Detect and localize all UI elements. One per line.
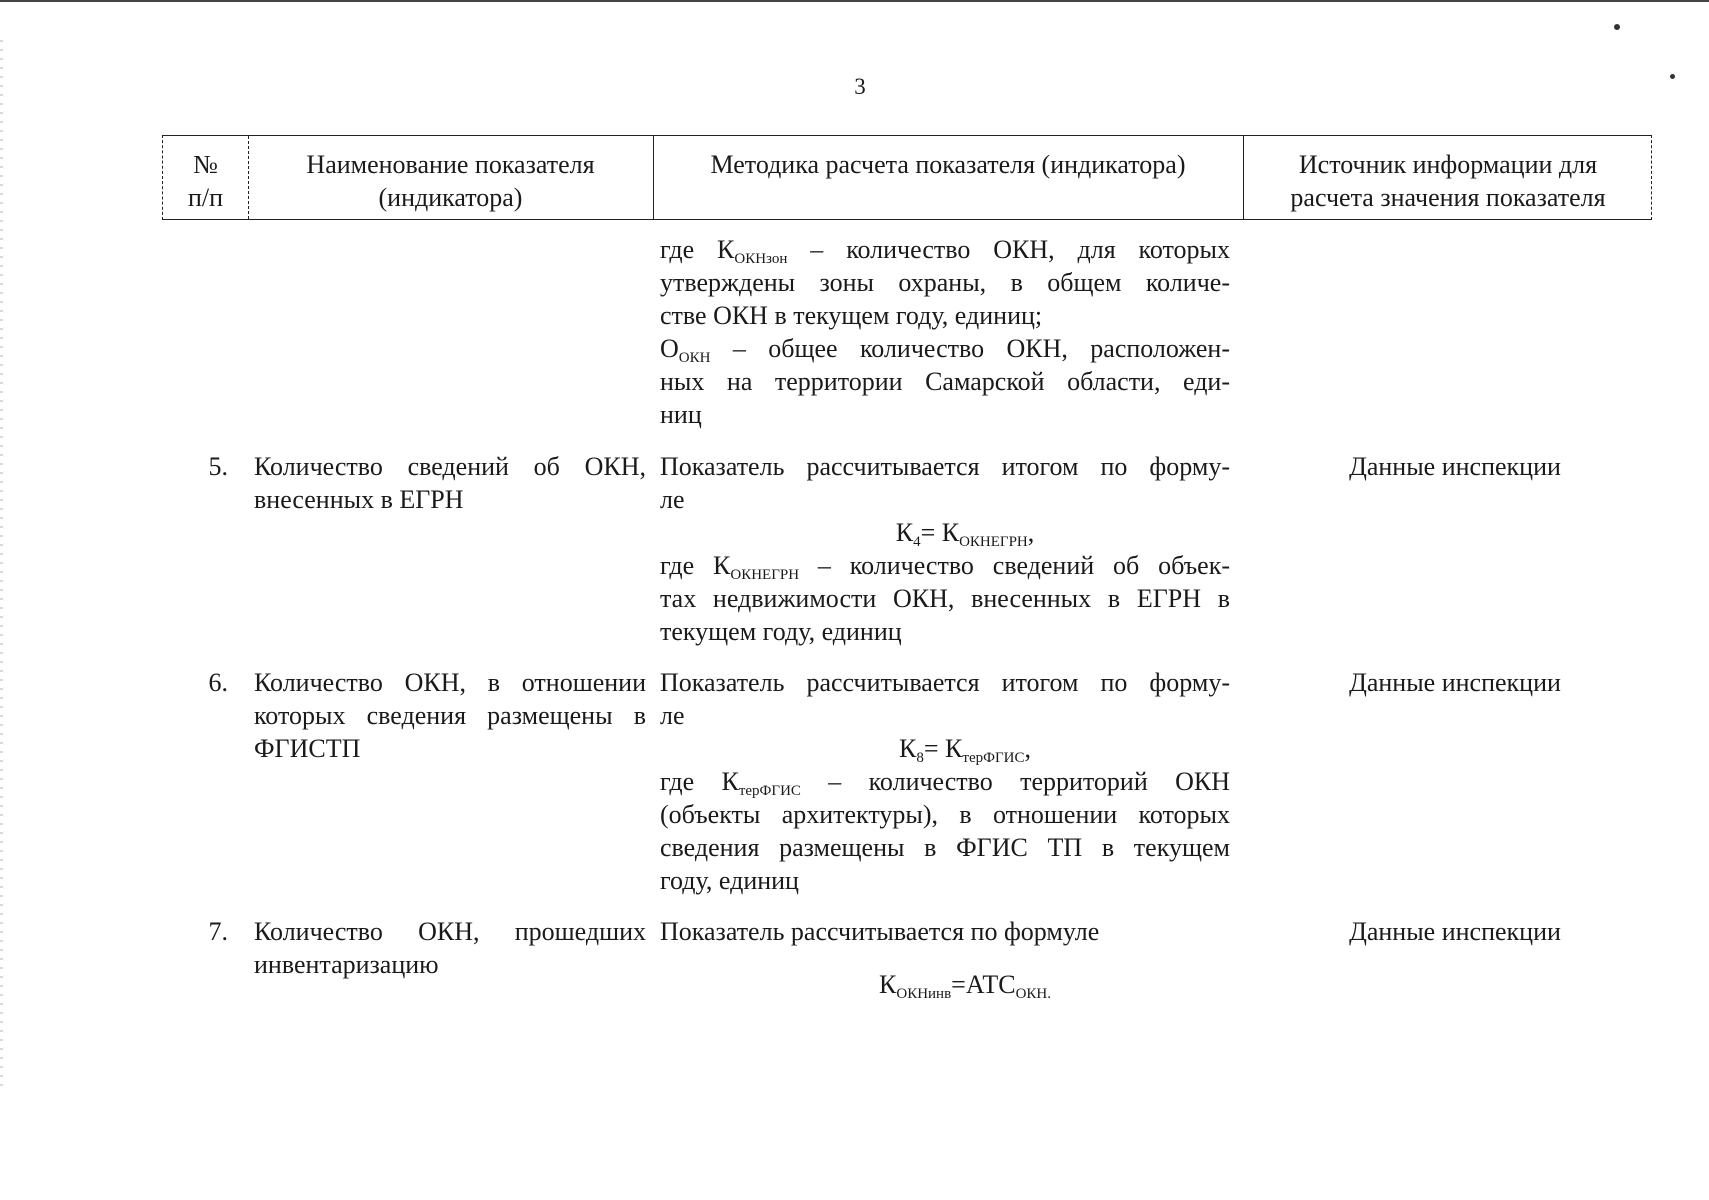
page-number: 3 (854, 74, 866, 99)
indicator-name: Количество ОКН, прошедших инвентаризацию (254, 917, 646, 979)
table-header (162, 135, 1652, 220)
text-line: утверждены зоны охраны, в общем количе- (660, 268, 1230, 297)
text-line: стве ОКН в текущем году, единиц; (660, 301, 1043, 330)
formula: $К_8= К_{терФГИС}$, (899, 734, 1031, 766)
text-line: где $К_{ОКНзон}$ – количество ОКН, для которых (660, 235, 1230, 267)
header-col-source (1243, 148, 1653, 214)
indicator-name: Количество сведений об ОКН, внесенных в ЕГРН (254, 452, 646, 514)
header-text: п/п (187, 183, 224, 212)
scan-speck (1614, 24, 1620, 30)
text-line: ниц (660, 400, 702, 429)
header-text: расчета значения показателя (1290, 183, 1606, 212)
header-text: (индикатора) (378, 183, 523, 212)
method-continuation (660, 233, 1230, 431)
header-col-number (163, 148, 248, 214)
row-number: 7. (208, 917, 228, 946)
header-text: Наименование показателя (306, 150, 595, 179)
indicator-name: Количество ОКН, в отношении которых сведения размещены в ФГИСТП (254, 668, 646, 763)
formula: $К_{ОКНинв}=АТС_{ОКН.}$ (879, 970, 1051, 1002)
row-number: 5. (208, 452, 228, 481)
method-text: Показатель рассчитывается итогом по форму- ле $К_4= К_{ОКНЕГРН}$, где $К_{ОКНЕГРН}$ – количество сведений об объек- тах недвижимости ОКН, внесенных в ЕГРН в текущем году, единиц (660, 452, 1230, 646)
source-text: Данные инспекции (1349, 452, 1561, 481)
formula: $К_4= К_{ОКНЕГРН}$, (895, 518, 1035, 550)
header-text: № (193, 150, 218, 179)
method-text: Показатель рассчитывается итогом по форму- ле $К_8= К_{терФГИС}$, где $К_{терФГИС}$ – количество территорий ОКН (объекты архитектуры), в отношении которых сведения размещены в ФГИС ТП в текущем году, единиц (660, 668, 1231, 895)
text-line: ных на территории Самарской области, еди- (660, 367, 1230, 396)
text-line: $О_{ОКН}$ – общее количество ОКН, расположен- (660, 334, 1230, 366)
scan-edge-noise (0, 40, 3, 1090)
header-text: Методика расчета показателя (индикатора) (710, 150, 1186, 179)
row-number: 6. (208, 668, 228, 697)
header-text: Источник информации для (1298, 150, 1598, 179)
method-text: Показатель рассчитывается по формуле $К_{ОКНинв}=АТС_{ОКН.}$ (660, 915, 1230, 1001)
scan-top-rule (0, 0, 1709, 2)
header-col-method (653, 148, 1243, 181)
source-text: Данные инспекции (1349, 668, 1561, 697)
source-text: Данные инспекции (1349, 917, 1561, 946)
header-col-name (248, 148, 653, 214)
